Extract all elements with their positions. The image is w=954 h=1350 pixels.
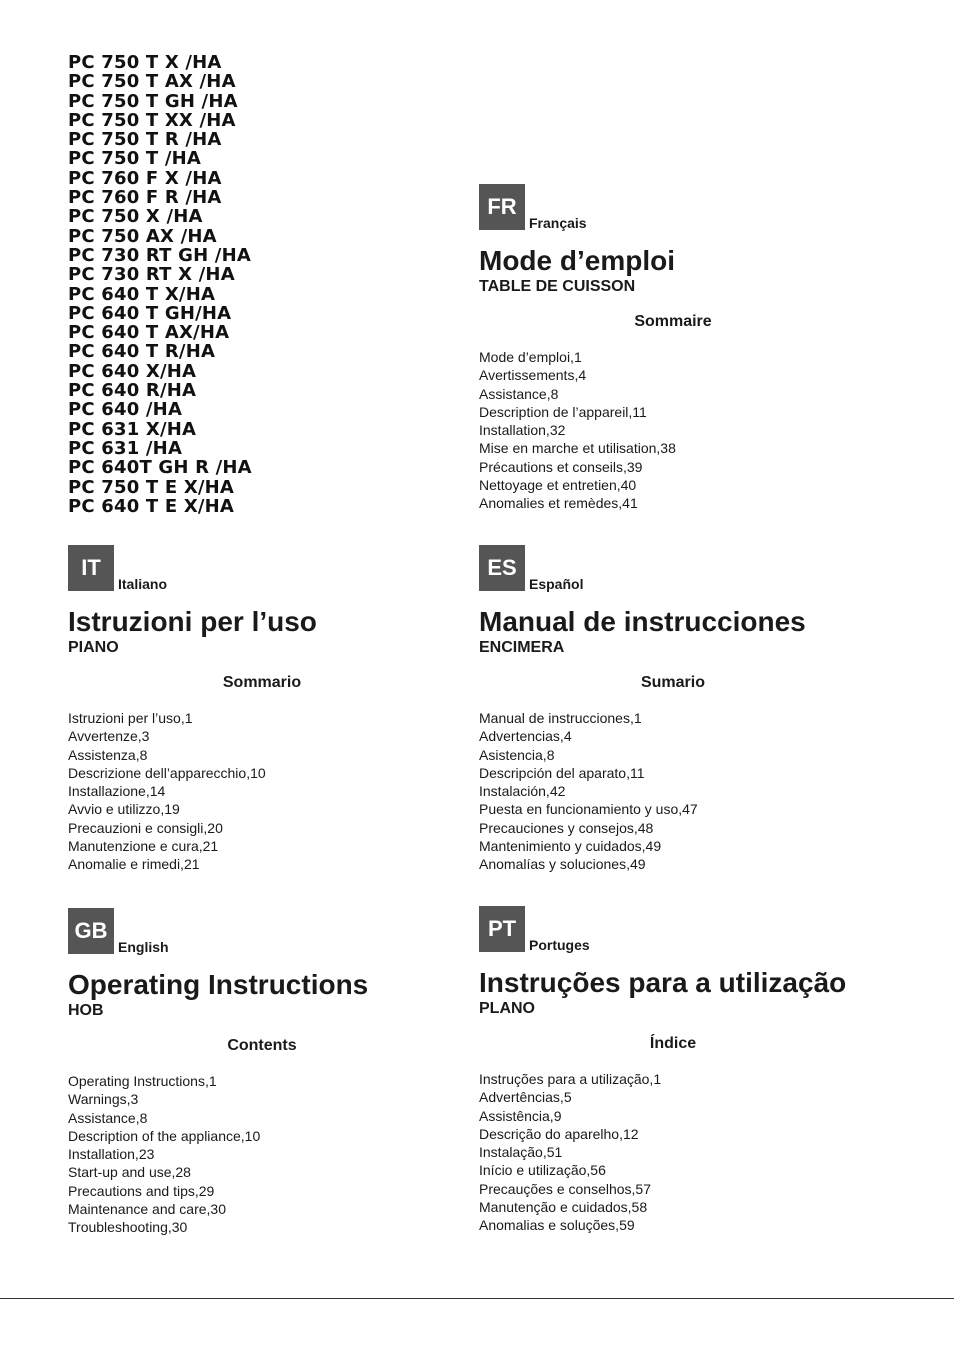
model-name: PC 640 /HA — [68, 399, 183, 421]
toc-entry: Warnings,3 — [68, 1091, 139, 1108]
toc-heading: Sommario — [222, 674, 302, 691]
toc-entry: Puesta en funcionamiento y uso,47 — [479, 801, 698, 818]
manual-subtitle: PIANO — [68, 639, 119, 656]
model-name: PC 750 T /HA — [68, 148, 202, 170]
toc-entry: Descripción del aparato,11 — [479, 764, 645, 781]
model-name: PC 750 AX /HA — [68, 225, 217, 247]
language-header — [479, 906, 879, 952]
language-name: Français — [529, 215, 587, 231]
manual-title: Operating Instructions — [68, 969, 369, 1000]
manual-title: Mode d’emploi — [479, 245, 675, 276]
toc-entry: Precauciones y consejos,48 — [479, 819, 654, 836]
toc-entry: Start-up and use,28 — [68, 1164, 191, 1181]
toc-entry: Assistência,9 — [479, 1107, 562, 1124]
manual-title: Istruzioni per l’uso — [68, 606, 317, 637]
toc-entry: Mode d’emploi,1 — [479, 349, 582, 365]
manual-subtitle: HOB — [68, 1002, 104, 1019]
toc-entry: Installation,32 — [479, 422, 566, 439]
model-name: PC 631 X/HA — [68, 418, 197, 440]
toc-heading: Sommaire — [634, 313, 712, 330]
section-it — [68, 545, 468, 874]
toc-entry: Avvertenze,3 — [68, 728, 150, 745]
language-name: English — [118, 939, 169, 955]
model-name: PC 631 /HA — [68, 437, 183, 459]
manual-subtitle: TABLE DE CUISSON — [479, 278, 636, 295]
toc-list — [68, 709, 468, 874]
toc-heading: Sumario — [640, 674, 705, 691]
model-name: PC 750 T XX /HA — [68, 109, 236, 131]
section-pt — [479, 906, 879, 1235]
toc-list — [479, 1070, 879, 1235]
toc-entry: Asistencia,8 — [479, 746, 555, 763]
model-name: PC 640 T X/HA — [68, 283, 216, 305]
model-list — [68, 53, 252, 516]
toc-entry: Precauzioni e consigli,20 — [68, 819, 223, 836]
model-name: PC 760 F X /HA — [68, 167, 222, 189]
toc-entry: Nettoyage et entretien,40 — [479, 477, 637, 494]
language-name: Portuges — [529, 937, 590, 953]
toc-entry: Avvio e utilizzo,19 — [68, 801, 180, 818]
toc-entry: Instalação,51 — [479, 1144, 563, 1161]
language-header — [479, 545, 879, 591]
model-name: PC 640 T AX/HA — [68, 322, 230, 344]
toc-list — [479, 709, 879, 874]
toc-entry: Manutenzione e cura,21 — [68, 838, 219, 855]
model-name: PC 640 R/HA — [68, 380, 197, 402]
model-name: PC 640 X/HA — [68, 360, 197, 382]
toc-entry: Anomalías y soluciones,49 — [479, 856, 646, 873]
model-name: PC 640 T R/HA — [68, 341, 216, 363]
language-badge-fr: FR — [479, 184, 525, 230]
model-name: PC 640 T E X/HA — [68, 495, 235, 517]
toc-entry: Anomalie e rimedi,21 — [68, 856, 200, 873]
language-header — [68, 545, 468, 591]
model-name: PC 750 T X /HA — [68, 52, 222, 73]
language-badge-gb: GB — [68, 908, 114, 954]
model-name: PC 750 T AX /HA — [68, 71, 236, 93]
model-name: PC 730 RT X /HA — [68, 264, 235, 286]
toc-entry: Description de l’appareil,11 — [479, 403, 647, 420]
model-name: PC 750 T R /HA — [68, 129, 222, 151]
toc-entry: Manutenção e cuidados,58 — [479, 1199, 648, 1216]
section-fr — [479, 184, 879, 513]
manual-title: Manual de instrucciones — [479, 606, 806, 637]
model-name: PC 640T GH R /HA — [68, 457, 252, 479]
manual-subtitle: ENCIMERA — [479, 639, 565, 656]
language-name: Español — [529, 576, 584, 592]
toc-entry: Précautions et conseils,39 — [479, 458, 643, 475]
toc-heading: Contents — [227, 1037, 297, 1054]
toc-entry: Descrição do aparelho,12 — [479, 1125, 639, 1142]
section-gb — [68, 908, 468, 1237]
model-name: PC 750 T GH /HA — [68, 90, 238, 112]
toc-entry: Assistance,8 — [479, 385, 559, 402]
language-header — [68, 908, 468, 954]
toc-entry: Instalación,42 — [479, 783, 566, 800]
toc-entry: Avertissements,4 — [479, 367, 587, 384]
model-name: PC 750 T E X/HA — [68, 476, 235, 498]
toc-entry: Istruzioni per l’uso,1 — [68, 710, 193, 726]
model-name: PC 750 X /HA — [68, 206, 203, 228]
toc-entry: Anomalies et remèdes,41 — [479, 495, 638, 512]
toc-entry: Início e utilização,56 — [479, 1162, 606, 1179]
language-name: Italiano — [118, 576, 168, 592]
toc-entry: Assistenza,8 — [68, 746, 148, 763]
toc-heading: Índice — [649, 1035, 697, 1052]
toc-list — [68, 1072, 468, 1237]
toc-entry: Mantenimiento y cuidados,49 — [479, 838, 662, 855]
toc-entry: Mise en marche et utilisation,38 — [479, 440, 676, 457]
toc-entry: Anomalias e soluções,59 — [479, 1217, 635, 1234]
toc-entry: Operating Instructions,1 — [68, 1073, 217, 1089]
toc-entry: Assistance,8 — [68, 1109, 148, 1126]
footer-divider — [0, 1298, 954, 1299]
toc-entry: Troubleshooting,30 — [68, 1219, 188, 1236]
toc-entry: Precautions and tips,29 — [68, 1182, 215, 1199]
toc-list — [479, 348, 879, 513]
toc-entry: Advertências,5 — [479, 1089, 572, 1106]
manual-subtitle: PLANO — [479, 1000, 535, 1017]
toc-entry: Descrizione dell’apparecchio,10 — [68, 764, 266, 781]
model-name: PC 760 F R /HA — [68, 187, 222, 209]
toc-entry: Installation,23 — [68, 1146, 155, 1163]
model-name: PC 640 T GH/HA — [68, 302, 232, 324]
language-header — [479, 184, 879, 230]
language-badge-pt: PT — [479, 906, 525, 952]
model-name: PC 730 RT GH /HA — [68, 244, 251, 266]
toc-entry: Manual de instrucciones,1 — [479, 710, 642, 726]
toc-entry: Installazione,14 — [68, 783, 166, 800]
toc-entry: Description of the appliance,10 — [68, 1127, 261, 1144]
language-badge-es: ES — [479, 545, 525, 591]
toc-entry: Instruções para a utilização,1 — [479, 1071, 662, 1087]
language-badge-it: IT — [68, 545, 114, 591]
toc-entry: Advertencias,4 — [479, 728, 572, 745]
manual-title: Instruções para a utilização — [479, 967, 847, 998]
toc-entry: Maintenance and care,30 — [68, 1201, 226, 1218]
section-es — [479, 545, 879, 874]
toc-entry: Precauções e conselhos,57 — [479, 1180, 651, 1197]
